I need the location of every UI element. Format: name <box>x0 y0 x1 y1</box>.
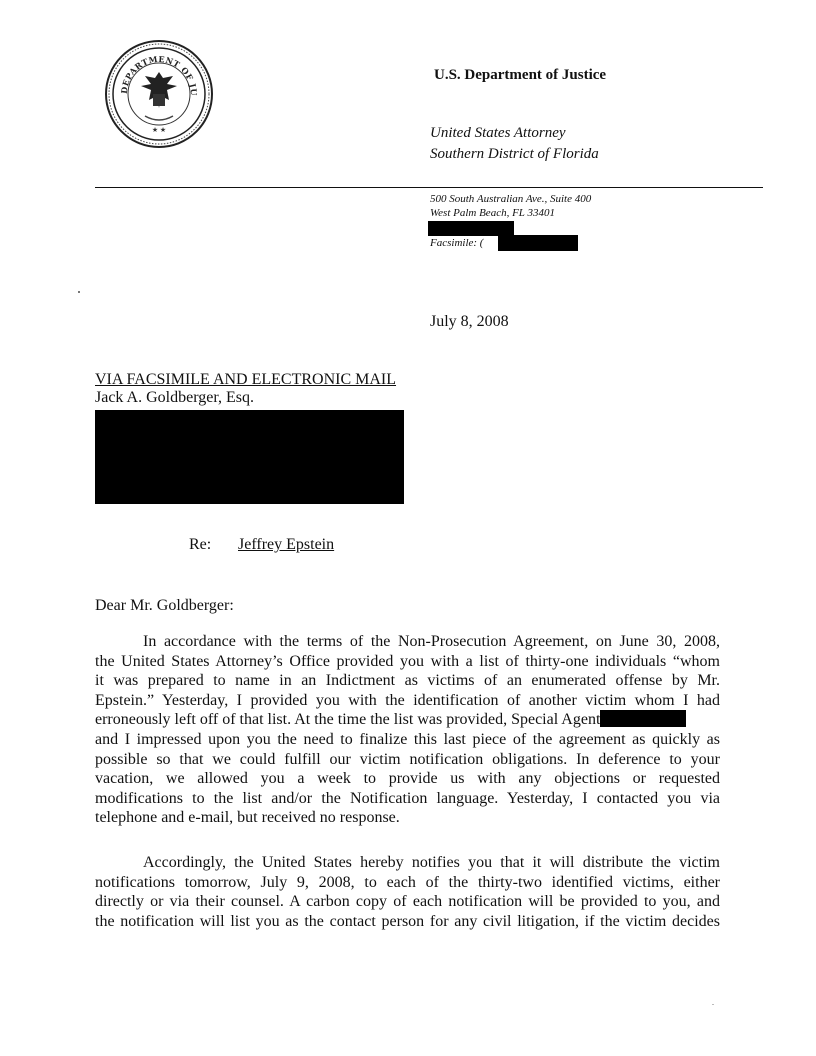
body-line: Accordingly, the United States hereby notifies you that it will distribute the victim <box>143 854 720 871</box>
svg-text:★ ★: ★ ★ <box>151 126 167 134</box>
scan-speck <box>712 1004 714 1005</box>
body-line: vacation, we allowed you a week to provide us with any objections or requested <box>95 770 720 788</box>
doj-seal <box>103 32 215 156</box>
delivery-method: VIA FACSIMILE AND ELECTRONIC MAIL <box>95 371 397 388</box>
salutation: Dear Mr. Goldberger: <box>95 597 234 614</box>
agent-name-redaction <box>600 710 686 727</box>
body-line-text: erroneously left off of that list. At the time the list was provided, Special Agent <box>95 711 601 729</box>
office-address <box>430 192 591 220</box>
scan-speck <box>78 291 80 293</box>
body-paragraph-2 <box>95 853 720 931</box>
body-line: telephone and e-mail, but received no response. <box>95 809 400 827</box>
body-line: directly or via their counsel. A carbon copy of each notification will be provided to you, and <box>95 893 720 911</box>
body-line: and I impressed upon you the need to finalize this last piece of the agreement as quickly as <box>95 730 720 748</box>
re-subject: Jeffrey Epstein <box>238 536 335 553</box>
body-line: it was prepared to name in an Indictment as victims of an enumerated offense by Mr. <box>95 672 720 690</box>
fax-redaction <box>498 235 578 251</box>
recipient-address-redaction <box>95 410 404 504</box>
re-label: Re: <box>189 536 212 553</box>
recipient-name: Jack A. Goldberger, Esq. <box>95 389 255 406</box>
body-line: modifications to the list and/or the Notification language. Yesterday, I contacted you via <box>95 789 720 807</box>
body-line: possible so that we could fulfill our victim notification obligations. In deference to your <box>95 750 720 768</box>
office-line-1: United States Attorney <box>430 125 566 141</box>
fax-label: Facsimile: ( <box>430 237 484 249</box>
body-line: Epstein.” Yesterday, I provided you with the identification of another victim whom I had <box>95 691 720 709</box>
body-line: the notification will list you as the contact person for any civil litigation, if the victim decides <box>95 912 720 930</box>
body-line <box>95 710 720 730</box>
body-line: In accordance with the terms of the Non-Prosecution Agreement, on June 30, 2008, <box>143 633 720 650</box>
office-title <box>430 123 599 165</box>
body-line: notifications tomorrow, July 9, 2008, to each of the thirty-two identified victims, either <box>95 873 720 891</box>
address-line-2: West Palm Beach, FL 33401 <box>430 207 555 219</box>
header-divider <box>95 187 763 188</box>
address-line-1: 500 South Australian Ave., Suite 400 <box>430 193 592 205</box>
phone-redaction <box>428 221 514 236</box>
letter-date: July 8, 2008 <box>430 313 509 330</box>
department-name: U.S. Department of Justice <box>434 67 607 83</box>
body-paragraph-1 <box>95 632 720 828</box>
office-line-2: Southern District of Florida <box>430 146 599 162</box>
seal-text: DEPARTMENT OF JU <box>118 53 200 97</box>
body-line: the United States Attorney’s Office provided you with a list of thirty-one individuals “whom <box>95 652 720 670</box>
